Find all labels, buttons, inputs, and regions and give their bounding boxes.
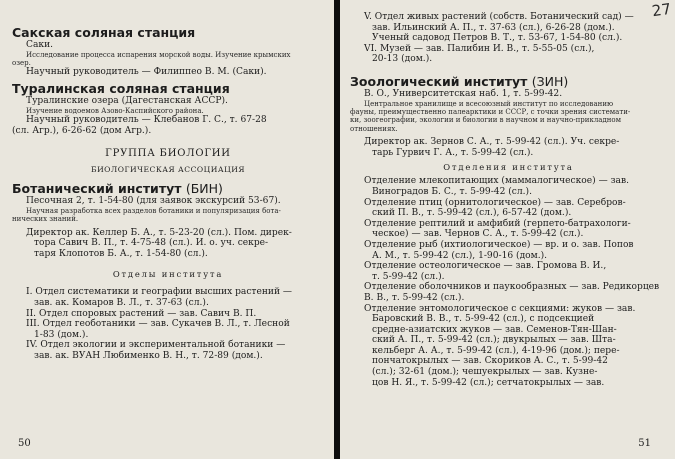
saki-head: Научный руководитель — Филиппео В. М. (Саки). bbox=[26, 67, 267, 78]
saki-description-line: озер. bbox=[12, 59, 31, 67]
saki-station-heading: Сакская соляная станция bbox=[12, 25, 196, 40]
zin-description-line: Центральное хранилище и всесоюзный институт по исследованию bbox=[364, 99, 614, 108]
group-subtitle: БИОЛОГИЧЕСКАЯ АССОЦИАЦИЯ bbox=[90, 165, 245, 175]
turali-head: Научный руководитель — Клебанов Г. С., т. 67-28 bbox=[26, 115, 267, 125]
bin-department-line: зав. ак. Комаров В. Л., т. 37-63 (сл.). bbox=[34, 297, 209, 308]
turali-location: Туралинские озера (Дагестанская АССР). bbox=[26, 96, 228, 106]
zin-department-line: (сл.); 32-61 (дом.); чешуекрылых — зав. Кузне- bbox=[372, 367, 598, 378]
zin-department-line: Отделение энтомологическое с секциями: жуков — зав. bbox=[364, 303, 636, 314]
zin-department-line: пончатокрылых — зав. Скориков А. С., т. 5-99-42 bbox=[372, 356, 608, 367]
bin-department-line: III. Отдел геоботаники — зав. Сукачев В. Л., т. Лесной bbox=[26, 319, 290, 330]
bin-description-line: Научная разработка всех разделов ботаники и популяризация бота- bbox=[26, 206, 281, 215]
bin-description-line: нических знаний. bbox=[12, 215, 79, 224]
bin-department-line: VI. Музей — зав. Палибин И. В., т. 5-55-05 (сл.), bbox=[364, 43, 595, 54]
zin-heading-name: Зоологический институт bbox=[350, 73, 528, 89]
bin-heading bbox=[12, 182, 324, 196]
group-title: ГРУППА БИОЛОГИИ bbox=[105, 148, 231, 160]
turali-description: Изучение водоемов Азово-Каспийского района. bbox=[26, 106, 204, 115]
zin-department-line: Отделение птиц (орнитологическое) — зав. Серебров- bbox=[364, 197, 626, 208]
zin-heading-abbr: (ЗИН) bbox=[531, 73, 569, 89]
zin-department-line: ческое) — зав. Чернов С. А., т. 5-99-42 (сл.). bbox=[372, 229, 584, 240]
bin-department-line: 1-83 (дом.). bbox=[34, 329, 89, 340]
bin-heading-name: Ботанический институт bbox=[12, 181, 182, 197]
zin-department-line: средне-азиатских жуков — зав. Семенов-Тян-Шан- bbox=[372, 324, 617, 335]
bin-heading-abbr: (БИН) bbox=[185, 181, 223, 197]
left-page bbox=[0, 0, 334, 459]
bin-department-line: I. Отдел систематики и географии высших растений — bbox=[26, 287, 293, 298]
zin-department-line: Виноградов Б. С., т. 5-99-42 (сл.). bbox=[372, 186, 532, 197]
bin-director-line: таря Клопотов Б. А., т. 1-54-80 (сл.). bbox=[34, 248, 208, 259]
bin-section-title: Отделы института bbox=[112, 269, 224, 280]
zin-section-title: Отделения института bbox=[443, 162, 574, 173]
bin-director-line: тора Савич В. П., т. 4-75-48 (сл.). И. о. уч. секре- bbox=[34, 238, 269, 249]
bin-department-line: зав. ак. ВУАН Любименко В. Н., т. 72-89 (дом.). bbox=[34, 350, 263, 361]
zin-department-line: цов Н. Я., т. 5-99-42 (сл.); сетчатокрылых — зав. bbox=[372, 377, 605, 388]
bin-department-line: V. Отдел живых растений (собств. Ботанический сад) — bbox=[364, 12, 634, 22]
zin-address: В. О., Университетская наб. 1, т. 5-99-42. bbox=[364, 88, 563, 99]
bin-department-line: IV. Отдел экологии и экспериментальной ботаники — bbox=[26, 340, 286, 351]
zin-department-line: Баровский В. В., т. 5-99-42 (сл.), с подсекцией bbox=[372, 314, 595, 325]
bin-department-line: II. Отдел споровых растений — зав. Савич В. П. bbox=[26, 308, 257, 319]
zin-department-line: ский А. П., т. 5-99-42 (сл.); двукрылых — зав. Шта- bbox=[372, 335, 616, 346]
zin-description-line: отношениях. bbox=[350, 124, 398, 133]
zin-description-line: ки, зоогеографии, экологии и биологии в научном и научно-прикладном bbox=[350, 116, 622, 125]
zin-department-line: Отделение оболочников и паукообразных — зав. Редикорцев В. В., т. 5-99-42 (сл.). bbox=[364, 282, 660, 303]
zin-director-line: тарь Гурвич Г. А., т. 5-99-42 (сл.). bbox=[372, 147, 534, 158]
zin-heading bbox=[350, 75, 667, 89]
bin-department-line: 20-13 (дом.). bbox=[372, 54, 433, 65]
zin-department-line: Отделение млекопитающих (маммалогическое) — зав. bbox=[364, 176, 629, 187]
handwritten-page-number: 27 bbox=[650, 0, 673, 21]
saki-description-line: Исследование процесса испарения морской воды. Изучение крымских bbox=[26, 50, 291, 59]
left-page-number: 50 bbox=[18, 438, 31, 449]
turali-station-heading: Туралинская соляная станция bbox=[12, 81, 230, 96]
zin-description-line: фауны, преимущественно палеарктики и СССР, с точки зрения системати- bbox=[350, 107, 631, 116]
zin-department-line: Отделение остеологическое — зав. Громова В. И., bbox=[364, 261, 607, 272]
zin-department-line: Отделение рыб (ихтиологическое) — вр. и о. зав. Попов bbox=[364, 239, 634, 250]
right-page bbox=[340, 0, 675, 459]
zin-department-line: А. М., т. 5-99-42 (сл.), 1-90-16 (дом.). bbox=[372, 250, 548, 261]
bin-department-line: зав. Ильинский А. П., т. 37-63 (сл.), 6-26-28 (дом.). bbox=[372, 22, 615, 33]
zin-director-line: Директор ак. Зернов С. А., т. 5-99-42 (сл.). Уч. секре- bbox=[364, 137, 620, 148]
zin-department-line: т. 5-99-42 (сл.). bbox=[372, 271, 445, 282]
right-page-number: 51 bbox=[638, 438, 651, 449]
zin-department-line: кельберг А. А., т. 5-99-42 (сл.), 4-19-96 (дом.); пере- bbox=[372, 345, 620, 356]
turali-head: (сл. Агр.), 6-26-62 (дом Агр.). bbox=[12, 125, 152, 136]
bin-department-line: Ученый садовод Петров В. Т., т. 53-67, 1-54-80 (сл.). bbox=[372, 33, 623, 44]
zin-department-line: Отделение рептилий и амфибий (герпето-батрахологи- bbox=[364, 218, 631, 229]
saki-location: Саки. bbox=[26, 40, 54, 50]
bin-director-line: Директор ак. Келлер Б. А., т. 5-23-20 (сл.). Пом. дирек- bbox=[26, 227, 292, 238]
zin-department-line: ский П. В., т. 5-99-42 (сл.), 6-57-42 (дом.). bbox=[372, 208, 572, 219]
bin-address: Песочная 2, т. 1-54-80 (для заявок экскурсий 53-67). bbox=[26, 196, 281, 207]
